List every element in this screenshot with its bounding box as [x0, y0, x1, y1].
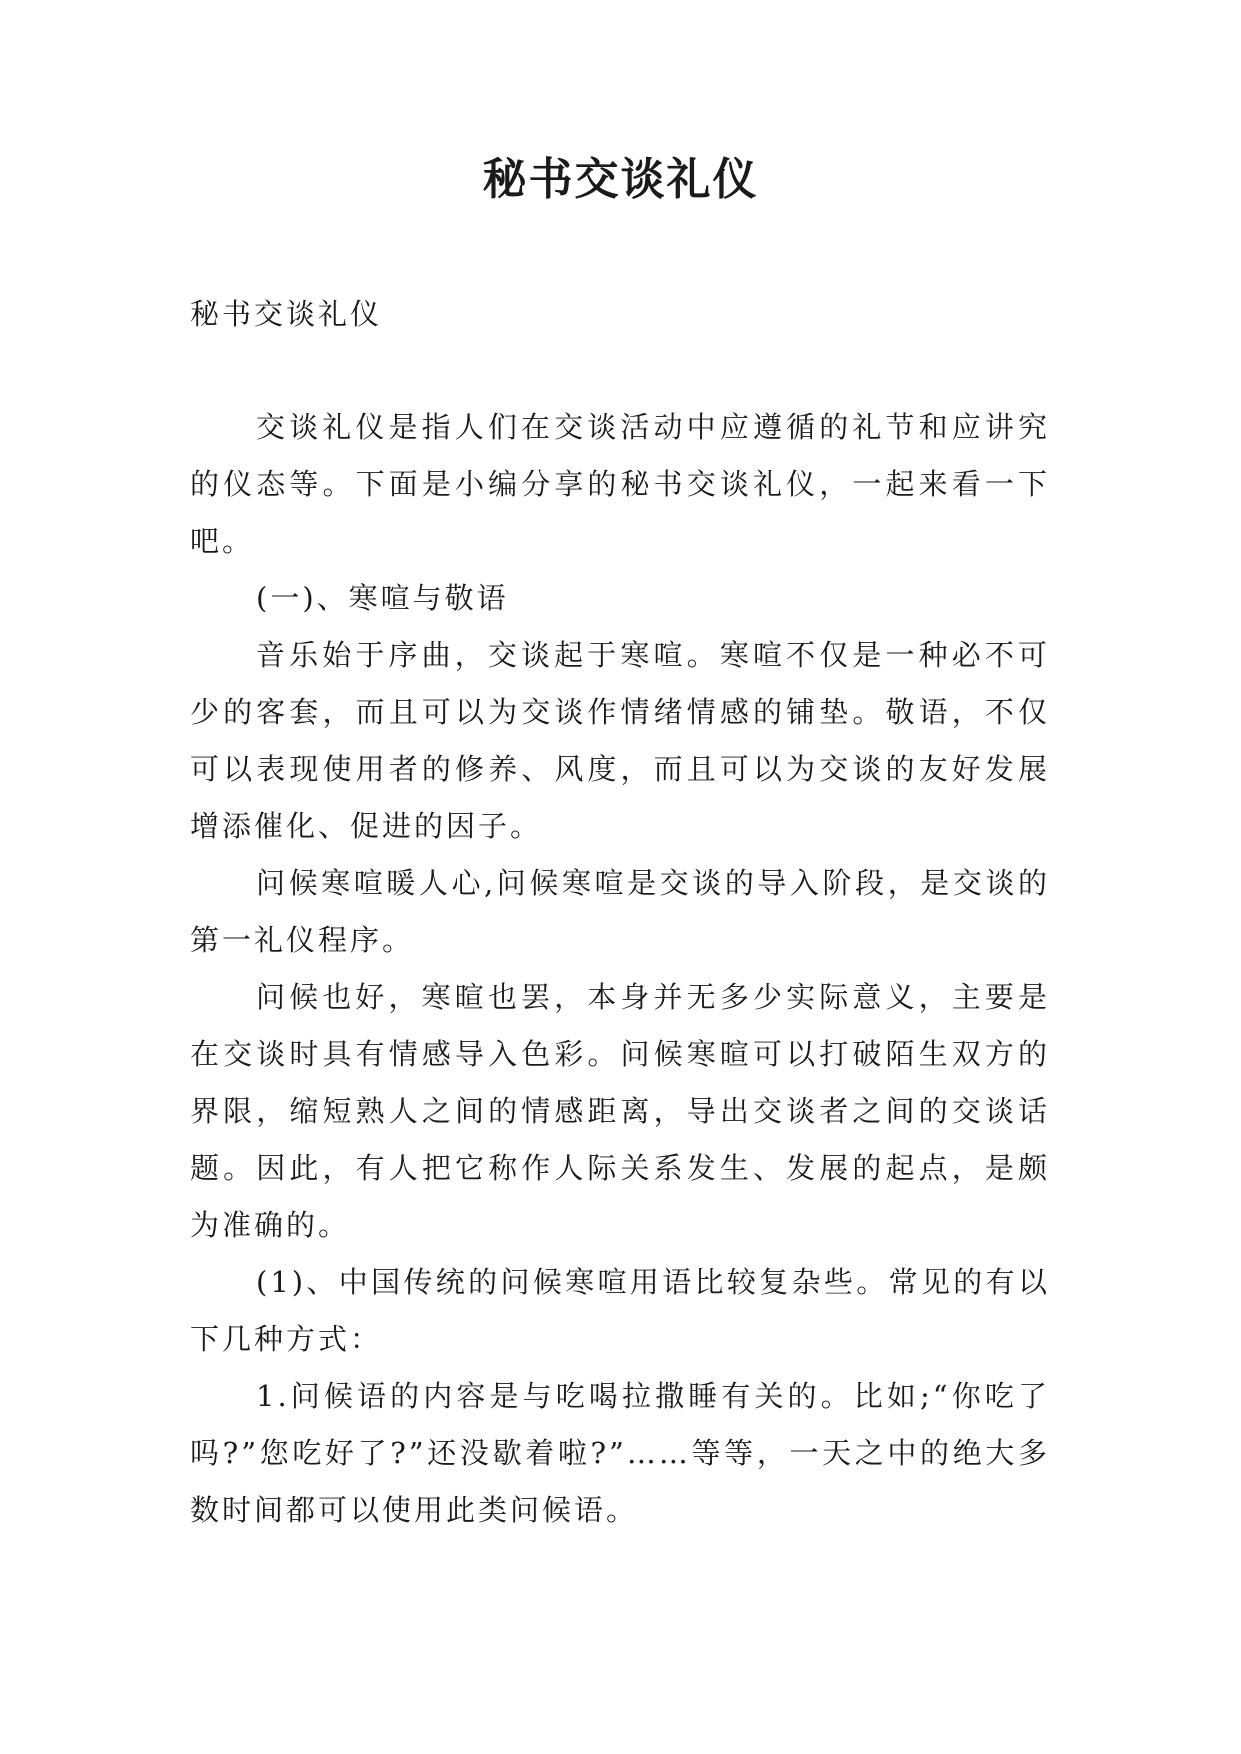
document-body	[190, 286, 1050, 1539]
paragraph-greeting-stage: 问候寒喧暖人心,问候寒喧是交谈的导入阶段，是交谈的第一礼仪程序。	[190, 866, 1050, 957]
paragraph-intro: 交谈礼仪是指人们在交谈活动中应遵循的礼节和应讲究的仪态等。下面是小编分享的秘书交谈礼仪，一起来看一下吧。	[190, 410, 1050, 558]
document-title: 秘书交谈礼仪	[482, 154, 759, 205]
document-subtitle: 秘书交谈礼仪	[190, 297, 383, 331]
section-heading: (一)、寒喧与敬语	[256, 581, 509, 615]
paragraph-greeting-example-1: 1.问候语的内容是与吃喝拉撒睡有关的。比如;“你吃了吗?”您吃好了?”还没歇着啦?”……等等，一天之中的绝大多数时间都可以使用此类问候语。	[190, 1379, 1050, 1527]
paragraph-greeting-meaning: 问候也好，寒暄也罢，本身并无多少实际意义，主要是在交谈时具有情感导入色彩。问候寒暄可以打破陌生双方的界限，缩短熟人之间的情感距离，导出交谈者之间的交谈话题。因此，有人把它称作人际关系发生、发展的起点，是颇为准确的。	[190, 980, 1050, 1242]
paragraph-greeting-intro: 音乐始于序曲，交谈起于寒喧。寒喧不仅是一种必不可少的客套，而且可以为交谈作情绪情感的铺垫。敬语，不仅可以表现使用者的修养、风度，而且可以为交谈的友好发展增添催化、促进的因子。	[190, 638, 1050, 843]
paragraph-traditional-greetings: (1)、中国传统的问候寒喧用语比较复杂些。常见的有以下几种方式：	[190, 1265, 1050, 1356]
